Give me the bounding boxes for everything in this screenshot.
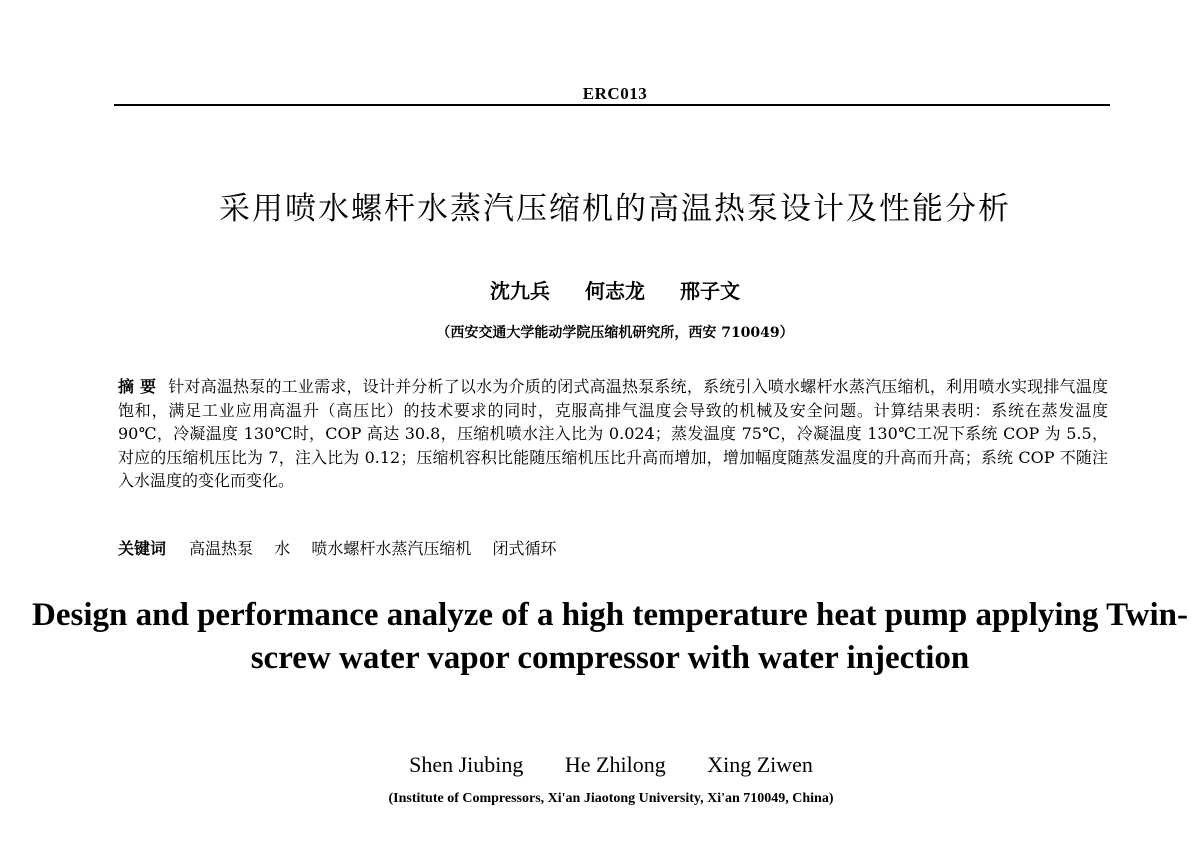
author-cn-1: 沈九兵: [490, 279, 551, 303]
affiliation-english: (Institute of Compressors, Xi'an Jiaotong University, Xi'an 710049, China): [388, 791, 834, 806]
title-english: Design and performance analyze of a high temperature heat pump applying Twin-screw water vapor compressor with water injection: [32, 597, 1188, 676]
author-cn-3: 邢子文: [679, 279, 740, 303]
paper-code: ERC013: [582, 84, 648, 103]
authors-chinese: [0, 275, 1200, 304]
title-chinese: 采用喷水螺杆水蒸汽压缩机的高温热泵设计及性能分析: [219, 191, 1011, 227]
author-en-1: Shen Jiubing: [409, 752, 524, 777]
keyword-1: 高温热泵: [189, 539, 254, 558]
abstract-label: 摘 要: [118, 377, 157, 396]
author-en-3: Xing Ziwen: [707, 752, 813, 777]
affiliation-chinese: （西安交通大学能动学院压缩机研究所，西安 710049）: [436, 325, 794, 341]
author-en-2: He Zhilong: [564, 752, 666, 777]
keywords-label: 关键词: [118, 539, 167, 558]
header-rule: [114, 104, 1110, 106]
keyword-4: 闭式循环: [492, 539, 557, 558]
author-cn-2: 何志龙: [585, 279, 645, 303]
authors-english: [0, 752, 1200, 778]
abstract-chinese: [118, 375, 1108, 493]
keyword-3: 喷水螺杆水蒸汽压缩机: [311, 539, 472, 558]
keywords-chinese: [118, 537, 1108, 560]
keyword-2: 水: [274, 539, 291, 558]
abstract-text: 针对高温热泵的工业需求，设计并分析了以水为介质的闭式高温热泵系统，系统引入喷水螺杆水蒸汽压缩机，利用喷水实现排气温度饱和，满足工业应用高温升（高压比）的技术要求的同时，克服高排气温度会导致的机械及安全问题。计算结果表明：系统在蒸发温度 90℃，冷凝温度 130℃时，COP 高达 30.8，压缩机喷水注入比为 0.024；蒸发温度 75℃，冷凝温度 130℃工况下系统 COP 为 5.5，对应的压缩机压比为 7，注入比为 0.12；压缩机容积比能随压缩机压比升高而增加，增加幅度随蒸发温度的升高而升高；系统 COP 不随注入水温度的变化而变化。: [118, 377, 1108, 490]
